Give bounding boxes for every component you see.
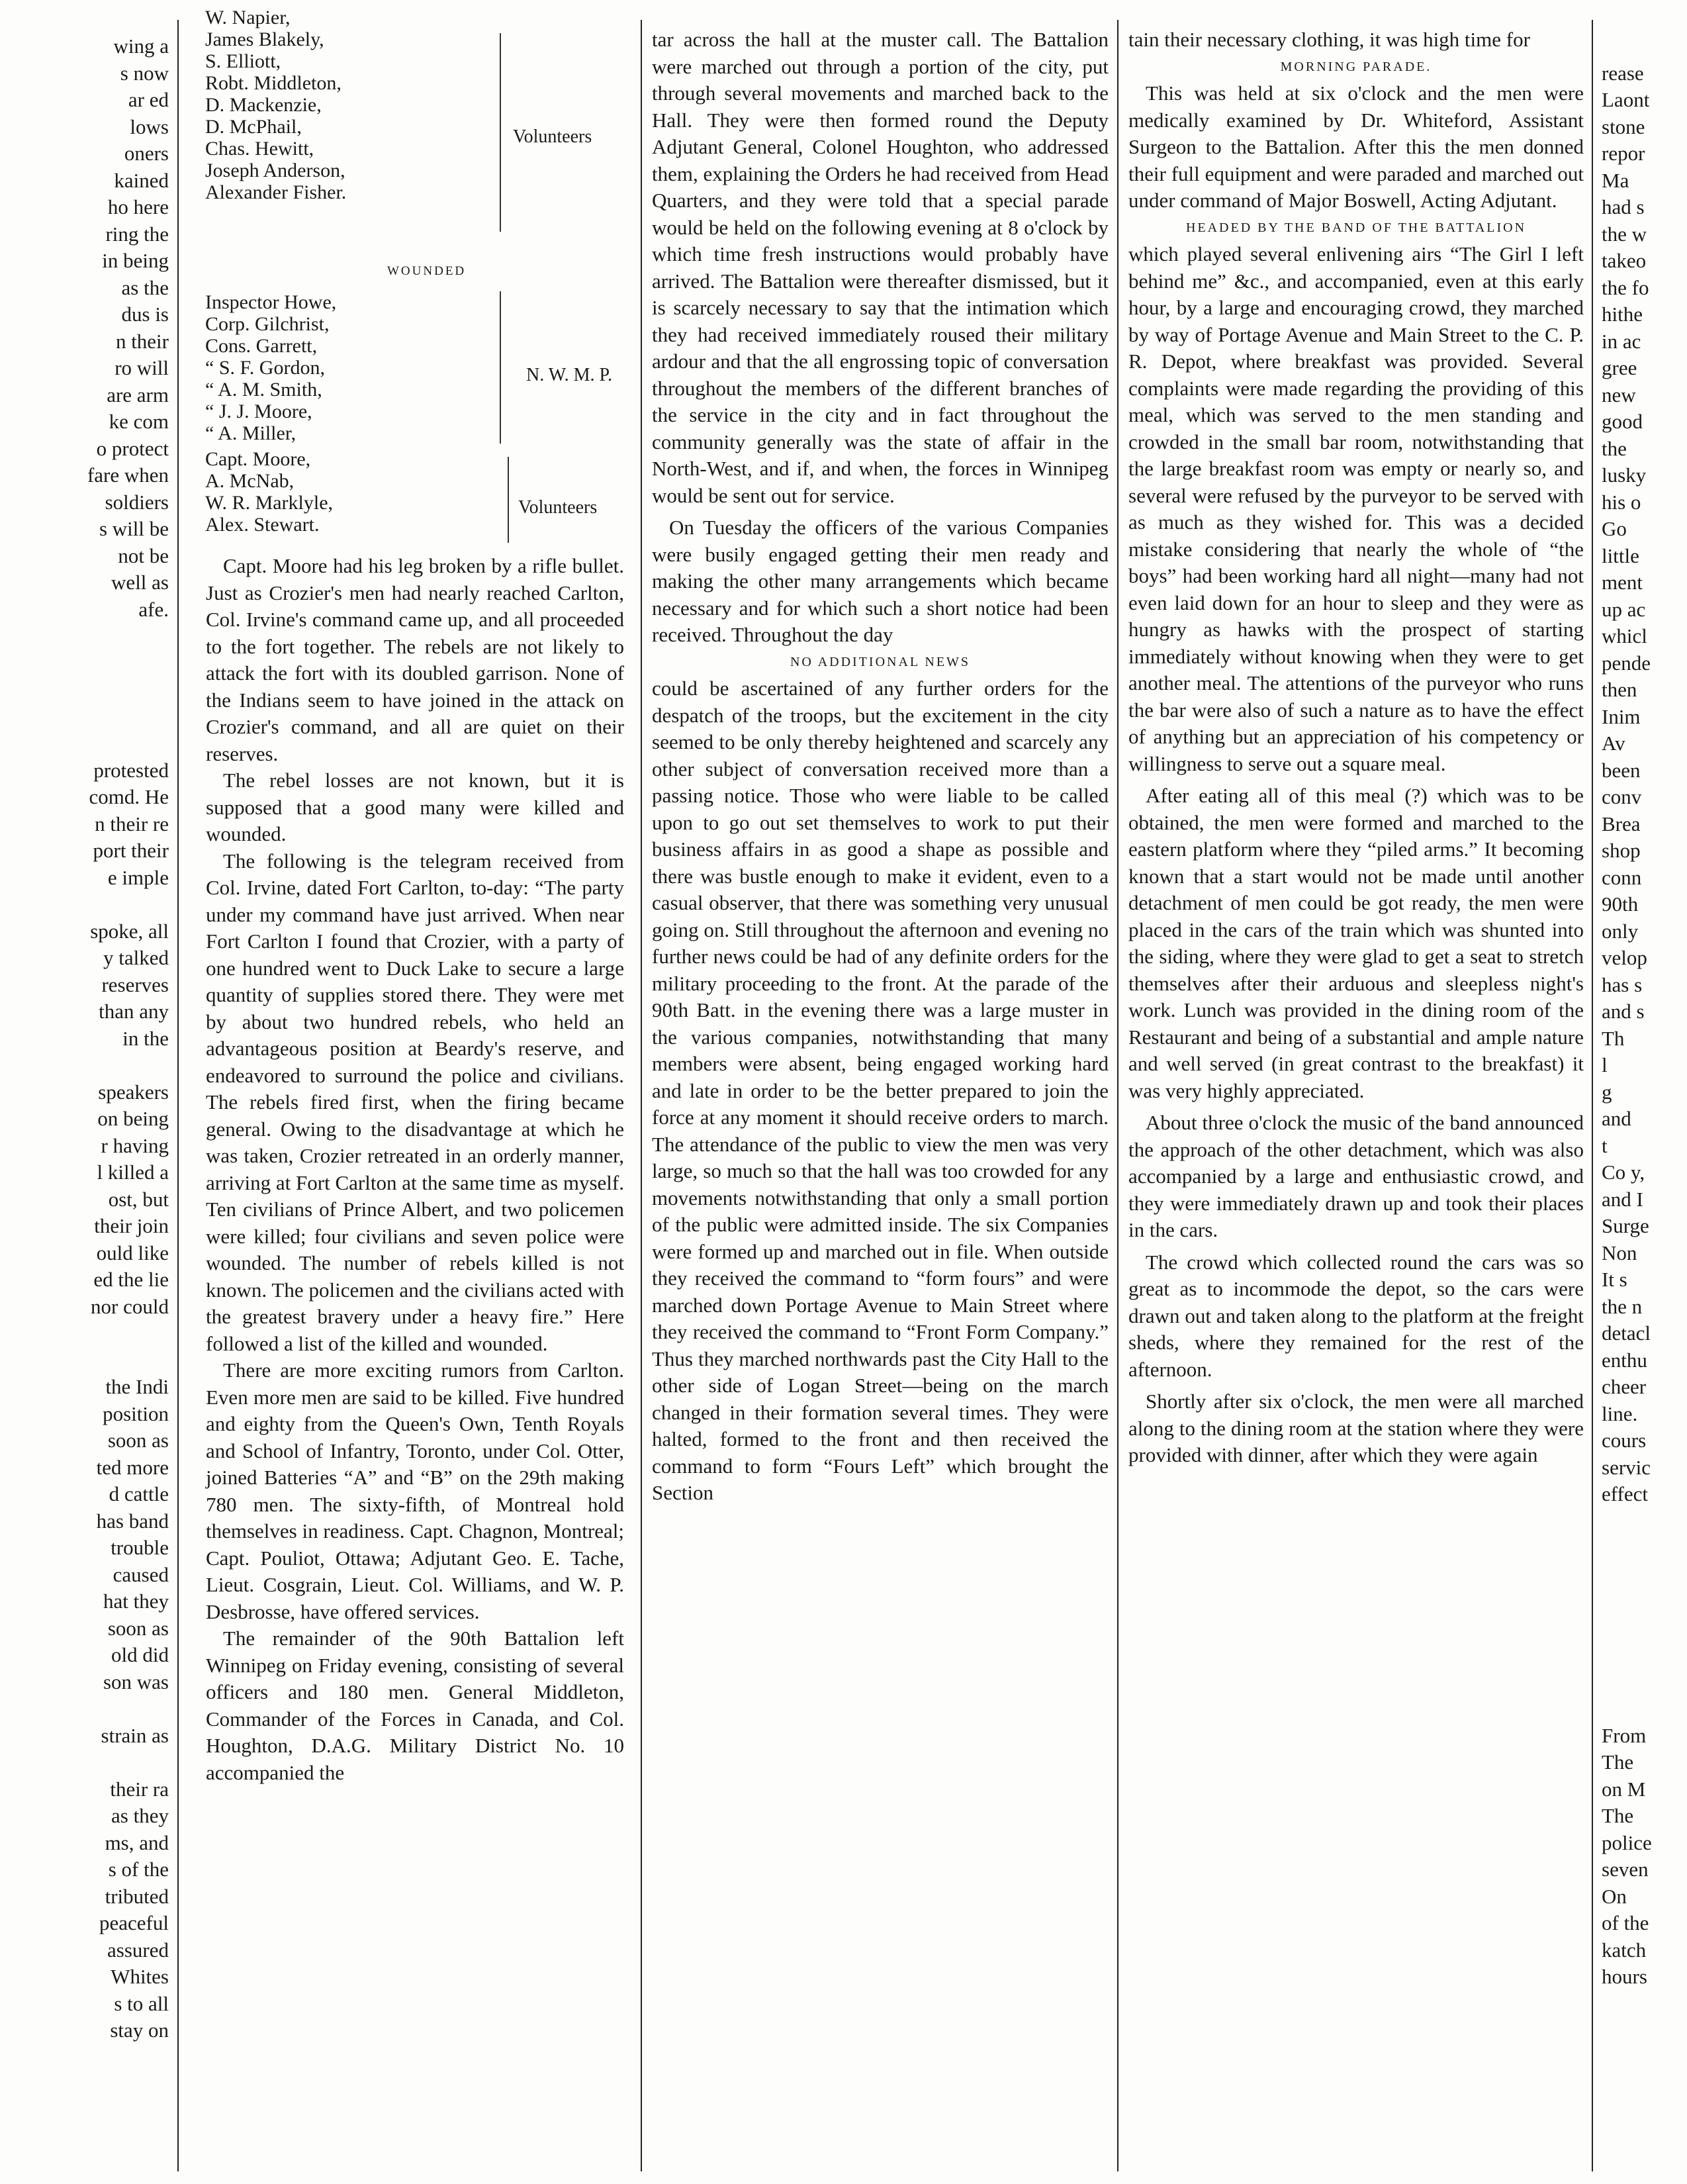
no-additional-news-heading: NO ADDITIONAL NEWS [790, 654, 971, 669]
left-fragment: oners [124, 142, 169, 165]
col3-paragraph: After eating all of this meal (?) which was to be obtained, the men were formed and marched to the eastern platform where they “piled arms.” It becoming known that a start would not be made until another detachment of men could be got ready, the men were placed in the cars of the train which was shunted into the siding, where they were glad to get a seat to stretch themselves after their arduous and sleepless night's work. Lunch was provided in the dining room of the Restaurant and being of a substantial and ample nature and well served (in great contrast to the breakfast) it was very highly appreciated. [1128, 784, 1584, 1102]
brace-nwmp [500, 291, 505, 444]
left-fragment: the Indi [105, 1375, 169, 1398]
left-fragment: not be [118, 544, 169, 567]
left-fragment: well as [111, 571, 169, 594]
left-fragment [26, 1052, 169, 1079]
right-fragment: his o [1602, 490, 1641, 514]
col1-paragraph: The remainder of the 90th Battalion left Winnipeg on Friday evening, consisting of several officers and 180 men. General Middleton, Commander of the Forces in Canada, and Col. Houghton, D.A.G. Military District No. 10 accompanied the [206, 1627, 624, 1784]
right-fragment: and s [1602, 1000, 1645, 1023]
left-fragment: e imple [107, 865, 169, 889]
column-rule-1 [177, 20, 179, 2171]
left-fragment: in the [122, 1026, 169, 1050]
left-fragment: ring the [105, 222, 169, 246]
left-fragment: in being [102, 249, 169, 272]
right-fragment: little [1602, 544, 1639, 567]
column-3 [1128, 26, 1584, 2184]
left-fragment: ost, but [108, 1187, 169, 1211]
left-fragment: assured [107, 1938, 169, 1962]
left-fragment: trouble [111, 1536, 169, 1559]
col1-paragraph: Capt. Moore had his leg broken by a rifle bullet. Just as Crozier's men had nearly reached Carlton, Col. Irvine's command came up, and all proceeded to the fort together. The rebels are not likely to attack the fort with its doubled garrison. None of the Indians seem to have joined in the attack on Crozier's command, and all are quiet on their reserves. [206, 554, 624, 765]
right-fragment: The [1602, 1804, 1634, 1827]
volunteer-name: Robt. Middleton, [205, 72, 342, 94]
column-2-body [652, 26, 1109, 1507]
right-fragment: the w [1602, 222, 1647, 246]
left-fragment [26, 1695, 169, 1723]
left-fragment: soon as [107, 1616, 169, 1640]
left-cropped-column [26, 33, 169, 2044]
left-fragment: as they [111, 1804, 169, 1827]
right-fragment [1602, 1508, 1681, 1535]
right-fragment: enthu [1602, 1348, 1647, 1372]
right-fragment: then [1602, 678, 1637, 701]
right-fragment: rease [1602, 61, 1644, 85]
left-fragment: port their [93, 839, 169, 862]
volunteer2-name: A. McNab, [205, 470, 295, 492]
right-fragment: the fo [1602, 275, 1649, 299]
left-fragment: caused [113, 1562, 169, 1586]
col1-paragraph: There are more exciting rumors from Carlton. Even more men are said to be killed. Five hundred and eighty from the Queen's Own, Tenth Royals and School of Infantry, Toronto, under Col. Otter, joined Batteries “A” and “B” on the 29th making 780 men. The sixty-fifth, of Montreal hold themselves in readiness. Capt. Chagnon, Montreal; Capt. Pouliot, Ottawa; Adjutant Geo. E. Tache, Lieut. Cosgrain, Lieut. Col. Williams, and W. P. Desbrosse, have offered services. [206, 1358, 624, 1623]
right-fragment: conn [1602, 865, 1642, 889]
col3-paragraph: About three o'clock the music of the band announced the approach of the other detachment, which was also accompanied by a large and enthusiastic crowd, and they were immediately drawn up and took their places in the cars. [1128, 1111, 1584, 1241]
right-fragment [1602, 1695, 1681, 1723]
brace-volunteers [500, 33, 505, 232]
column-3-body [1128, 26, 1584, 1469]
right-fragment [1602, 1535, 1681, 1562]
left-fragment: ar ed [128, 88, 169, 111]
left-fragment [26, 1347, 169, 1374]
left-fragment: ke com [109, 410, 169, 433]
left-fragment: ms, and [105, 1830, 169, 1854]
volunteer2-name: Capt. Moore, [205, 448, 311, 470]
right-fragment [1602, 33, 1681, 60]
right-fragment: The [1602, 1750, 1634, 1774]
volunteer2-name: W. R. Marklyle, [205, 492, 334, 514]
right-fragment: katch [1602, 1938, 1647, 1962]
right-fragment-list [1602, 33, 1681, 1991]
right-fragment: velop [1602, 946, 1647, 969]
left-fragment: fare when [87, 463, 169, 487]
right-fragment [1602, 1615, 1681, 1642]
right-fragment: whicl [1602, 624, 1647, 647]
right-fragment: gree [1602, 356, 1637, 379]
col2-paragraph: tar across the hall at the muster call. The Battalion were marched out through a portion of the city, put through several movements and marched back to the Hall. They were then formed round the Deputy Adjutant General, Colonel Houghton, who addressed them, explaining the Orders he had received from Head Quarters, and they were told that a special parade would be held on the following evening at 8 o'clock by which time fresh instructions would probably have arrived. The Battalion were thereafter dismissed, but it is scarcely necessary to say that the intimation which they had received immediately roused their military ardour and that the all engrossing topic of conversation throughout the members of the different branches of the service in the city and in fact throughout the community generally was the state of affair in the North-West, and if, and when, the forces in Winnipeg would be sent out for service. [652, 28, 1109, 507]
left-fragment [26, 1320, 169, 1347]
right-fragment: stone [1602, 115, 1645, 138]
nwmp-list [205, 291, 336, 444]
right-fragment: the n [1602, 1294, 1643, 1318]
left-fragment-list [26, 33, 169, 2044]
right-fragment: police [1602, 1830, 1652, 1854]
left-fragment: r having [101, 1133, 169, 1157]
left-fragment [26, 891, 169, 918]
left-fragment: wing a [113, 34, 169, 58]
left-fragment: o protect [96, 436, 169, 460]
left-fragment: ed the lie [93, 1268, 169, 1291]
left-fragment: peaceful [99, 1911, 169, 1934]
left-fragment: spoke, all [90, 919, 169, 943]
volunteer-name: S. Elliott, [205, 50, 281, 72]
nwmp-label: N. W. M. P. [526, 365, 612, 385]
nwmp-name: “ J. J. Moore, [205, 401, 312, 422]
left-fragment [26, 623, 169, 650]
left-fragment: soon as [107, 1429, 169, 1452]
right-fragment: From [1602, 1723, 1647, 1747]
left-fragment: n their [115, 329, 169, 353]
col2-paragraph: On Tuesday the officers of the various Companies were busily engaged getting their men ready and making the other many arrangements which became necessary and for which such a short notice had been received. Throughout the day [652, 516, 1109, 646]
right-fragment: effect [1602, 1482, 1648, 1505]
left-fragment: tributed [105, 1884, 169, 1908]
left-fragment: ould like [96, 1241, 169, 1264]
right-fragment: been [1602, 758, 1641, 782]
left-fragment: position [103, 1401, 169, 1425]
right-fragment: pende [1602, 651, 1651, 675]
left-fragment: l killed a [97, 1161, 169, 1184]
right-fragment: l [1602, 1053, 1608, 1076]
left-fragment: son was [103, 1670, 169, 1693]
right-fragment [1602, 1669, 1681, 1696]
left-fragment: d cattle [109, 1482, 169, 1505]
col3-paragraph: which played several enlivening airs “The Girl I left behind me” &c., and accompanied, even at this early hour, by a large and encouraging crowd, they marched by way of Portage Avenue and Main Street to the C. P. R. Depot, where breakfast was provided. Several complaints were made regarding the providing of this meal, which was served to the men standing and crowded in the small bar room, notwithstanding that the large breakfast room was empty or nearly so, and several were refused by the purveyor to be served with as much as they wished for. This was a decided mistake considering that nearly the whole of “the boys” had been working hard all night—many had not even laid down for an hour to sleep and they were as hungry as hawks with the prospect of starting immediately without knowing when they were to get another meal. The attentions of the purveyor who runs the bar were also of such a nature as to have the effect of anything but an appreciation of his competency or willingness to serve out a square meal. [1128, 242, 1584, 775]
left-fragment: has band [96, 1509, 169, 1533]
left-fragment: their join [94, 1214, 169, 1237]
left-fragment: y talked [103, 946, 169, 969]
left-fragment: s now [120, 61, 169, 85]
right-fragment: repor [1602, 142, 1645, 165]
left-fragment: n their re [95, 812, 169, 835]
left-fragment: protested [93, 758, 169, 782]
column-1-body [189, 553, 633, 1786]
casualty-list [189, 0, 633, 553]
right-fragment: takeo [1602, 249, 1647, 272]
right-fragment: Av [1602, 732, 1625, 755]
right-fragment: Surge [1602, 1214, 1649, 1237]
morning-parade-heading: MORNING PARADE. [1280, 59, 1432, 74]
left-fragment: kained [114, 168, 169, 192]
left-fragment [26, 704, 169, 731]
right-fragment [1602, 1642, 1681, 1669]
left-fragment: hat they [103, 1590, 169, 1613]
right-fragment: and I [1602, 1187, 1643, 1211]
left-fragment: as the [121, 275, 169, 299]
right-fragment: Th [1602, 1026, 1625, 1050]
left-fragment: speakers [98, 1080, 169, 1104]
left-fragment: old did [111, 1643, 169, 1666]
left-fragment: ted more [96, 1455, 169, 1479]
right-fragment: Non [1602, 1241, 1637, 1264]
left-fragment [26, 677, 169, 704]
col3-paragraph: The crowd which collected round the cars was so great as to incommode the depot, so the cars were drawn out and taken along to the platform at the freight sheds, where they remained for the rest of the afternoon. [1128, 1250, 1584, 1381]
left-fragment: afe. [138, 597, 169, 621]
right-fragment: new [1602, 383, 1636, 406]
left-fragment: stay on [110, 2018, 169, 2042]
right-fragment: detacl [1602, 1321, 1651, 1345]
right-fragment: t [1602, 1133, 1608, 1157]
column-2 [652, 26, 1109, 2184]
nwmp-name: “ S. F. Gordon, [205, 357, 325, 379]
right-fragment: lusky [1602, 463, 1647, 487]
right-fragment: of the [1602, 1911, 1649, 1934]
nwmp-name: Cons. Garrett, [205, 335, 318, 357]
column-rule-2 [641, 20, 642, 2171]
left-fragment: s will be [99, 517, 169, 540]
volunteer2-names [205, 448, 333, 536]
left-fragment: reserves [101, 973, 169, 996]
right-fragment: Laont [1602, 88, 1650, 111]
right-fragment: servic [1602, 1455, 1651, 1479]
right-fragment: good [1602, 410, 1643, 433]
volunteer-name: D. McPhail, [205, 116, 302, 138]
left-fragment: ro will [114, 356, 169, 379]
col2-paragraph: could be ascertained of any further orders for the despatch of the troops, but the excitement in the city seemed to be only thereby heightened and scarcely any other subject of conversation received more than a passing notice. Those who were liable to be called upon to go out set themselves to work to put their business affairs in as good a shape as possible and there was bustle enough to make it evident, even to a casual observer, that there was something very unusual going on. Still throughout the afternoon and evening no further news could be had of any definite orders for the military proceeding to the front. At the parade of the 90th Batt. in the evening there was a large muster in the various companies, notwithstanding that many members were absent, being engaged working hard and late in order to be the better prepared to join the force at any moment it should receive orders to march. The attendance of the public to view the men was very large, so much so that the hall was too crowded for any movements notwithstanding that only a small portion of the public were admitted inside. The six Companies were formed up and marched out in file. When outside they received the command to “form fours” and were marched down Portage Avenue to Main Street where they received the command to “Front Form Company.” Thus they marched northwards past the City Hall to the other side of Logan Street—being on the march changed in their formation several times. They were halted, formed to the front and then received the command to form “Fours Left” which brought the Section [652, 677, 1109, 1504]
right-fragment: on M [1602, 1777, 1646, 1801]
column-rule-3 [1117, 20, 1118, 2171]
volunteer-name: Alexander Fisher. [205, 181, 347, 203]
right-fragment: the [1602, 436, 1627, 460]
right-fragment: Co y, [1602, 1161, 1645, 1184]
left-fragment [26, 1749, 169, 1776]
left-fragment: on being [97, 1107, 169, 1130]
left-fragment: ho here [107, 195, 169, 218]
brace-volunteers2 [508, 457, 513, 543]
right-fragment: up ac [1602, 597, 1646, 621]
left-fragment: s of the [108, 1858, 169, 1881]
nwmp-name: Inspector Howe, [205, 291, 337, 313]
left-fragment: comd. He [89, 785, 169, 808]
right-fragment: g [1602, 1080, 1612, 1104]
right-fragment: Brea [1602, 812, 1641, 835]
col3-paragraph: Shortly after six o'clock, the men were all marched along to the dining room at the station where they were provided with dinner, after which they were again [1128, 1390, 1584, 1466]
right-fragment: hithe [1602, 303, 1643, 326]
right-fragment: 90th [1602, 892, 1639, 916]
left-fragment: lows [130, 115, 169, 138]
left-fragment: their ra [110, 1777, 169, 1801]
right-fragment: cours [1602, 1429, 1647, 1452]
nwmp-name: “ A. Miller, [205, 422, 296, 444]
volunteer-name: Chas. Hewitt, [205, 138, 314, 160]
volunteer-name: W. Napier, [205, 7, 291, 28]
left-fragment: soldiers [105, 490, 169, 514]
volunteer-name: Joseph Anderson, [205, 160, 345, 181]
right-fragment: has s [1602, 973, 1643, 996]
col1-paragraph: The rebel losses are not known, but it is supposed that a good many were killed and wounded. [206, 769, 624, 845]
volunteers-label: Volunteers [513, 126, 592, 147]
column-1 [189, 0, 633, 2184]
right-fragment: and [1602, 1107, 1631, 1130]
right-fragment: Go [1602, 517, 1627, 540]
right-fragment [1602, 1588, 1681, 1615]
right-fragment: cheer [1602, 1375, 1647, 1398]
nwmp-name: “ A. M. Smith, [205, 379, 322, 401]
col1-paragraph: The following is the telegram received from Col. Irvine, dated Fort Carlton, to-day: “The party under my command have just arrived. When near Fort Carlton I found that Crozier, with a party of one hundred went to Duck Lake to secure a large quantity of supplies stored there. They were met by about two hundred rebels, who held an advantageous position at Beardy's reserve, and endeavored to surround the police and civilians. The rebels fired first, when the firing became general. Owing to the disadvantage at which he was taken, Crozier retreated in an orderly manner, arriving at Fort Carlton at the same time as myself. Ten civilians of Prince Albert, and two policemen were killed; four civilians and seven police were wounded. The number of rebels killed is not known. The policemen and the civilians acted with the greatest bravery under a heavy fire.” Here followed a list of the killed and wounded. [206, 849, 624, 1355]
right-fragment: It s [1602, 1268, 1627, 1291]
band-heading: HEADED BY THE BAND OF THE BATTALION [1185, 220, 1527, 235]
right-fragment: in ac [1602, 329, 1641, 353]
left-fragment: nor could [91, 1294, 169, 1318]
volunteers-list [205, 7, 346, 203]
right-fragment: Ma [1602, 168, 1629, 192]
right-fragment: only [1602, 919, 1639, 943]
right-fragment: seven [1602, 1858, 1649, 1881]
left-fragment [26, 650, 169, 677]
volunteers2-list [205, 448, 333, 536]
right-fragment [1602, 1562, 1681, 1589]
right-fragment: line. [1602, 1401, 1638, 1425]
column-rule-4 [1592, 20, 1593, 2171]
right-fragment: On [1602, 1884, 1627, 1908]
right-fragment: shop [1602, 839, 1641, 862]
right-fragment: Inim [1602, 704, 1641, 728]
left-fragment: Whites [111, 1965, 169, 1988]
left-fragment [26, 730, 169, 757]
right-fragment: had s [1602, 195, 1645, 218]
right-cropped-column [1602, 33, 1681, 1991]
volunteer-name: James Blakely, [205, 28, 324, 50]
col3-paragraph: This was held at six o'clock and the men were medically examined by Dr. Whiteford, Assistant Surgeon to the Battalion. After this the men donned their full equipment and were paraded and marched out under command of Major Boswell, Acting Adjutant. [1128, 81, 1584, 212]
right-fragment: ment [1602, 571, 1643, 594]
volunteer-names [205, 7, 346, 203]
volunteer2-name: Alex. Stewart. [205, 514, 320, 536]
nwmp-names [205, 291, 336, 444]
left-fragment: strain as [101, 1723, 169, 1747]
left-fragment: are arm [107, 383, 169, 406]
left-fragment: s to all [114, 1991, 169, 2015]
left-fragment: than any [99, 1000, 169, 1023]
right-fragment: conv [1602, 785, 1642, 808]
nwmp-name: Corp. Gilchrist, [205, 313, 330, 335]
col3-paragraph: tain their necessary clothing, it was high time for [1128, 28, 1530, 51]
wounded-heading: WOUNDED [387, 264, 467, 278]
right-fragment: hours [1602, 1965, 1647, 1988]
volunteers2-label: Volunteers [518, 497, 598, 518]
left-fragment: dus is [121, 303, 169, 326]
volunteer-name: D. Mackenzie, [205, 94, 322, 116]
